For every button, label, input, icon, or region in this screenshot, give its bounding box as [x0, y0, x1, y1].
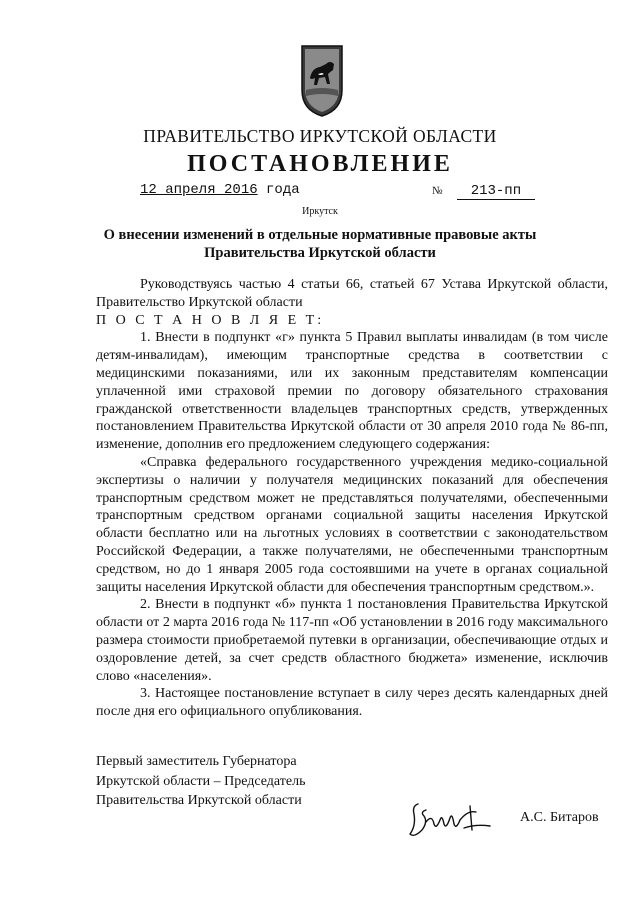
coat-of-arms-icon: [300, 40, 344, 118]
organization-name: ПРАВИТЕЛЬСТВО ИРКУТСКОЙ ОБЛАСТИ: [143, 126, 497, 146]
position-line: Правительства Иркутской области: [96, 793, 302, 808]
document-type-title: ПОСТАНОВЛЕНИЕ: [187, 151, 453, 177]
number-label: №: [432, 185, 443, 197]
signatory-name: А.С. Битаров: [520, 810, 599, 825]
document-date: [140, 182, 300, 198]
subject-line: Правительства Иркутской области: [204, 245, 436, 261]
resolves-heading: П О С Т А Н О В Л Я Е Т:: [96, 312, 325, 328]
quote-paragraph: «Справка федерального государственного учреждения медико-социальной экспертизы о наличии у получателя медицинских показаний для обеспечения транспортным средством может не представляться получателями, обеспеченными транспортным средством органами социальной защиты населения Иркутской области бесплатно или на льготных условиях в соответствии с законодательством Российской Федерации, а также получателями, не обеспеченными транспортным средством, но до 1 января 2005 года состоявшими на учете в органах социальной защиты населения Иркутской области для обеспечения транспортным средством.».: [96, 454, 608, 595]
item-3-paragraph: 3. Настоящее постановление вступает в силу через десять календарных дней после дня его официального опубликования.: [96, 686, 608, 720]
subject-line: О внесении изменений в отдельные нормативные правовые акты: [103, 227, 537, 243]
document-subject: [80, 226, 560, 262]
item-2-paragraph: 2. Внести в подпункт «б» пункта 1 постановления Правительства Иркутской области от 2 марта 2016 года № 117-пп «Об установлении в 2016 году максимального размера стоимости приобретаемой путевки в организации, обеспечивающие отдых и оздоровление детей, за счет средств областного бюджета» изменение, исключив слово «населения».: [96, 597, 608, 684]
document-number: [432, 183, 535, 200]
number-value: 213-пп: [457, 184, 535, 200]
city-name: Иркутск: [302, 206, 338, 217]
signatory-position: [96, 752, 305, 811]
date-value: 12 апреля 2016: [140, 182, 258, 198]
position-line: Первый заместитель Губернатора: [96, 754, 297, 769]
item-1-paragraph: 1. Внести в подпункт «г» пункта 5 Правил выплаты инвалидам (в том числе детям-инвалидам), имеющим транспортные средства в соответствии с медицинскими показаниями, или их законным представителям компенсации уплаченной ими страховой премии по договору обязательного страхования гражданской ответственности владельцев транспортных средств, утвержденных постановлением Правительства Иркутской области от 30 апреля 2010 года № 86-пп, изменение, дополнив его предложением следующего содержания:: [96, 330, 608, 453]
date-suffix: года: [266, 182, 300, 198]
handwritten-signature: [404, 800, 496, 840]
preamble-paragraph: Руководствуясь частью 4 статьи 66, статьей 67 Устава Иркутской области, Правительство Иркутской области: [96, 277, 608, 310]
position-line: Иркутской области – Председатель: [96, 773, 306, 789]
document-body: [96, 276, 608, 721]
